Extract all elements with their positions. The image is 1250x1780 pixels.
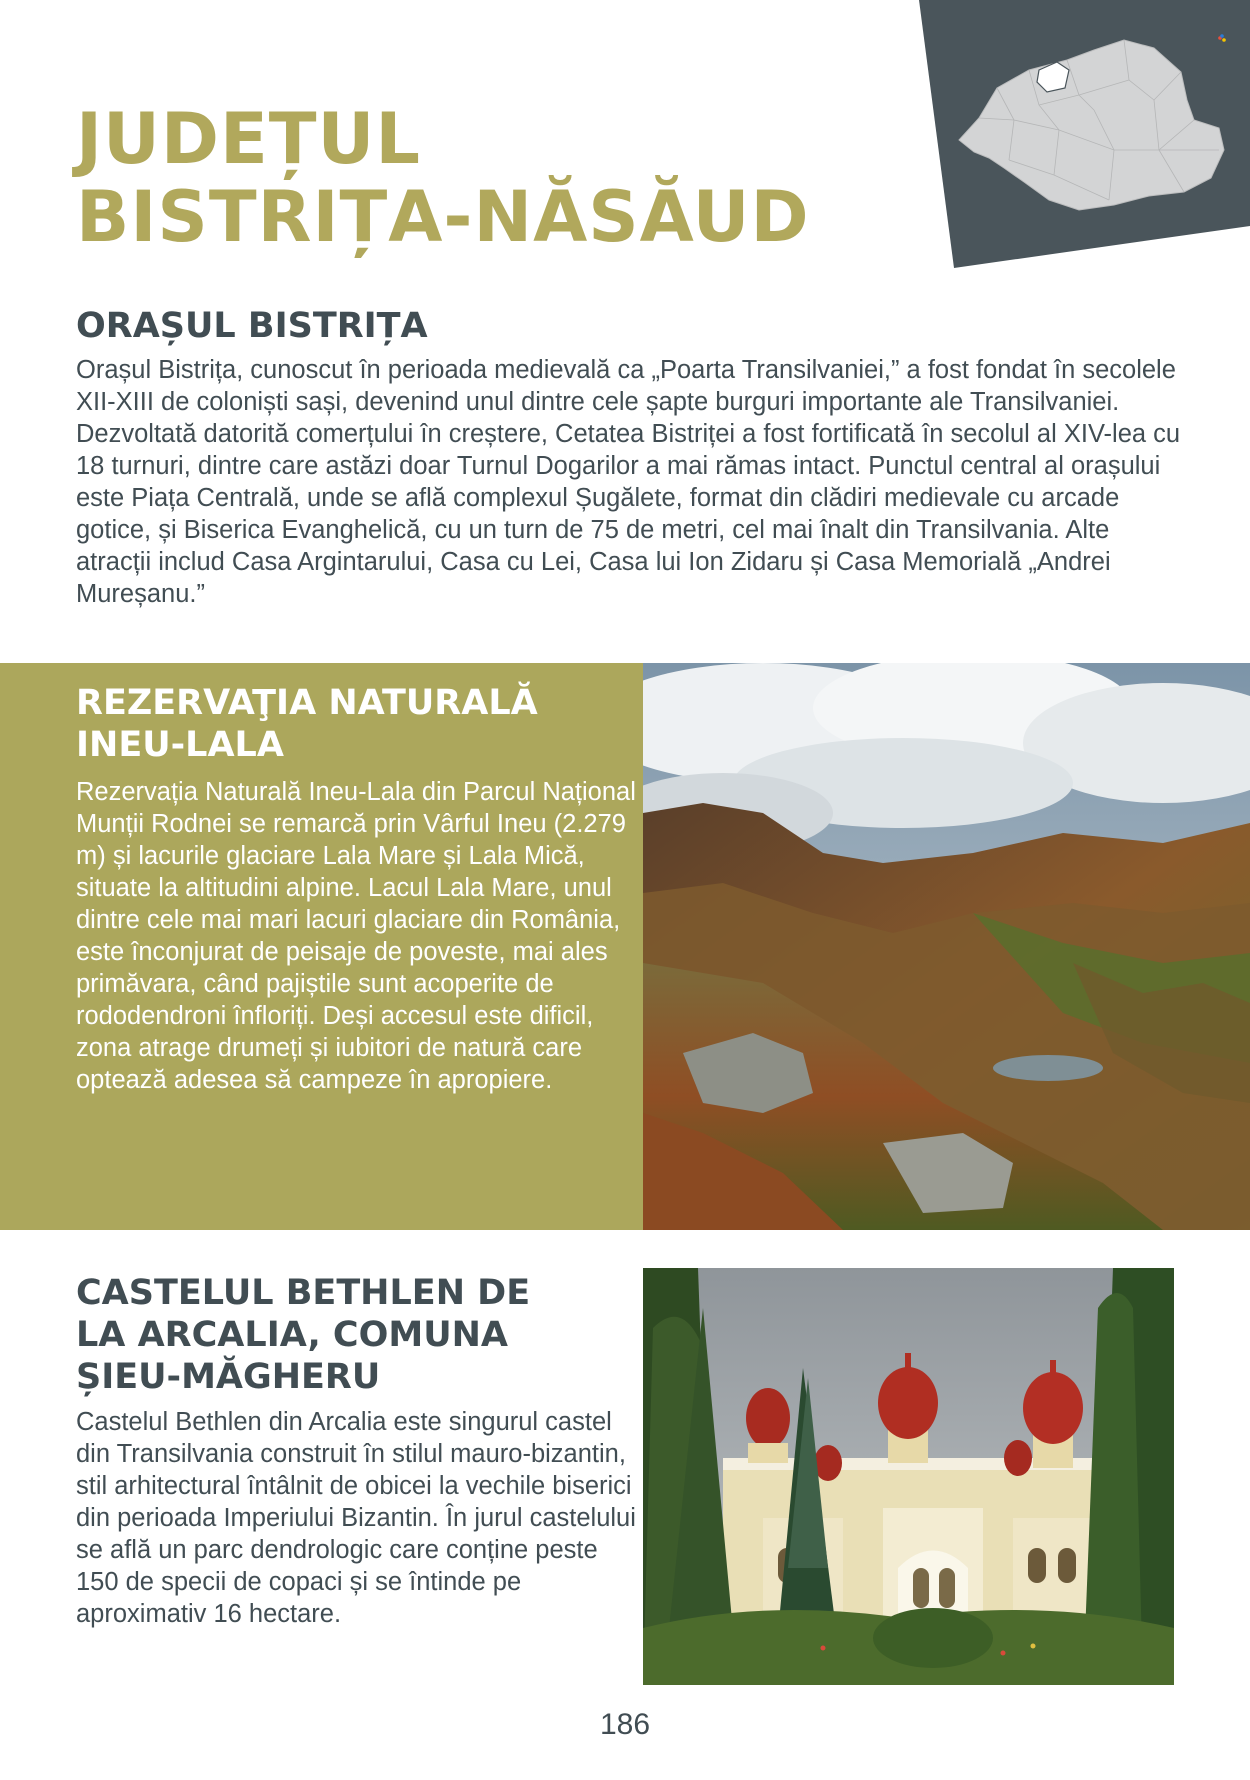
section-castelul-bethlen <box>76 1272 636 1630</box>
section-orasul-bistrita <box>76 304 1186 610</box>
section-heading-line-1: CASTELUL BETHLEN DE <box>76 1273 531 1313</box>
page-title-line-2: BISTRIȚA-NĂSĂUD <box>76 176 810 258</box>
section-text: Rezervația Naturală Ineu-Lala din Parcul Național Munții Rodnei se remarcă prin Vârful Ineu (2.279 m) și lacurile glaciare Lala Mare și Lala Mică, situate la altitudini alpine. Lacul Lala Mare, unul dintre cele mai mari lacuri glaciare din România, este înconjurat de peisaje de poveste, mai ales primăvara, când pajiștile sunt acoperite de rododendroni înfloriți. Deși accesul este dificil, zona atrage drumeți și iubitori de natură care optează adesea să campeze în apropiere. <box>76 778 636 1094</box>
page-number: 186 <box>599 1708 651 1741</box>
section-heading-line-1: REZERVAŢIA NATURALĂ <box>76 683 538 723</box>
section-text: Orașul Bistrița, cunoscut în perioada medievală ca „Poarta Transilvaniei,” a fost fondat în secolele XII-XIII de coloniști sași, devenind unul dintre cele șapte burguri importante ale Transilvaniei. Dezvoltată datorită comerțului în creștere, Cetatea Bistriței a fost fortificată în secolul al XIV-lea cu 18 turnuri, dintre care astăzi doar Turnul Dogarilor a mai rămas intact. Punctul central al orașului este Piața Centrală, unde se află complexul Șugălete, format din clădiri medievale cu arcade gotice, și Biserica Evanghelică, cu un turn de 75 de metri, cel mai înalt din Transilvania. Alte atracții includ Casa Argintarului, Casa cu Lei, Casa lui Ion Zidaru și Casa Memorială „Andrei Mureșanu.” <box>76 356 1181 608</box>
map-panel <box>919 0 1250 268</box>
mountain-lake-photo <box>643 663 1250 1230</box>
section-heading: ORAȘUL BISTRIȚA <box>76 306 428 346</box>
page-title <box>76 100 810 256</box>
section-heading-line-2: INEU-LALA <box>76 725 284 765</box>
section-text: Castelul Bethlen din Arcalia este singurul castel din Transilvania construit în stilul mauro-bizantin, stil arhitectural întâlnit de obicei la vechile biserici din perioada Imperiului Bizantin. În jurul castelului se află un parc dendrologic care conține peste 150 de specii de copaci și se întinde pe aproximativ 16 hectare. <box>76 1408 636 1628</box>
section-ineu-lala <box>76 682 636 1096</box>
section-heading <box>76 682 636 766</box>
castle-photo <box>643 1268 1174 1685</box>
page-title-line-1: JUDEȚUL <box>76 98 422 180</box>
section-heading-line-2: LA ARCALIA, COMUNA <box>76 1315 508 1355</box>
section-heading-line-3: ȘIEU-MĂGHERU <box>76 1357 381 1397</box>
romania-map-icon <box>919 0 1250 268</box>
section-heading <box>76 1272 636 1398</box>
